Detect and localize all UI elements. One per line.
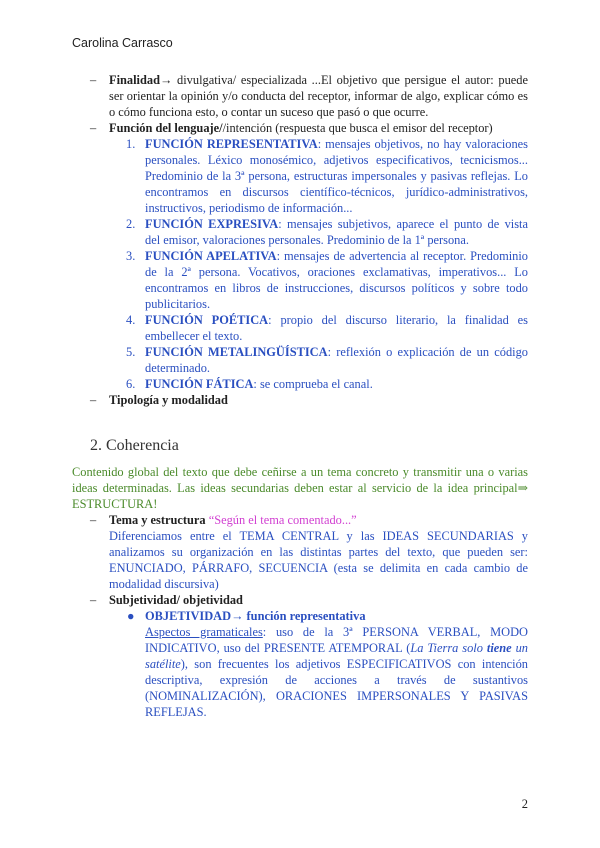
page-content (72, 72, 528, 720)
item-label: FUNCIÓN APELATIVA (145, 249, 277, 263)
item-number: 2. (126, 217, 136, 231)
subjetividad-label: Subjetividad/ objetividad (109, 593, 243, 607)
dash-bullet: – (90, 393, 97, 407)
list-item-subjetividad (72, 592, 528, 608)
item-text: : mensajes subjetivos, aparece el punto de vista del emisor, valoraciones personales. Predominio de la 1ª persona. (145, 217, 528, 247)
item-label: FUNCIÓN METALINGÜÍSTICA (145, 345, 328, 359)
list-item (72, 376, 528, 392)
item-text: : mensajes de advertencia al receptor. Predominio de la 2ª persona. Vocativos, oraciones exclamativas, imperativos... Lo encontramos en libros de instrucciones, discursos políticos y sobre todo publicitarios. (145, 249, 528, 311)
dash-bullet: – (90, 513, 97, 527)
item-label: FUNCIÓN POÉTICA (145, 313, 269, 327)
item-label: FUNCIÓN EXPRESIVA (145, 217, 279, 231)
list-item-tipologia (72, 392, 528, 408)
tipologia-label: Tipología y modalidad (109, 393, 228, 407)
item-text: : se comprueba el canal. (253, 377, 373, 391)
funcion-text: /intención (respuesta que busca el emisor del receptor) (222, 121, 493, 135)
funciones-list (72, 136, 528, 392)
page-header-author: Carolina Carrasco (72, 36, 173, 50)
list-item (72, 312, 528, 344)
aspectos-label: Aspectos gramaticales (145, 625, 263, 639)
item-number: 5. (126, 345, 136, 359)
item-number: 1. (126, 137, 136, 151)
item-number: 3. (126, 249, 136, 263)
example-part-c: un satélite (145, 641, 528, 671)
tema-label: Tema y estructura (109, 513, 206, 527)
objetividad-text-part2: ), son frecuentes los adjetivos ESPECIFICATIVOS con intención descriptiva, expresión de acciones a través de sustantivos (NOMINALIZACIÓN), ORACIONES IMPERSONALES Y PASIVAS REFLEJAS. (145, 657, 528, 719)
dash-bullet: – (90, 121, 97, 135)
list-item-tema (72, 512, 528, 528)
objetividad-label: OBJETIVIDAD→ función representativa (145, 609, 366, 623)
item-text: : reflexión o explicación de un código determinado. (145, 345, 528, 375)
list-item-objetividad (72, 608, 528, 624)
item-label: FUNCIÓN FÁTICA (145, 377, 254, 391)
dash-bullet: – (90, 73, 97, 87)
section-heading: 2. Coherencia (90, 437, 179, 454)
item-text: : propio del discurso literario, la finalidad es embellecer el texto. (145, 313, 529, 343)
tema-quote: “Según el tema comentado...” (205, 513, 357, 527)
tema-text: Diferenciamos entre el TEMA CENTRAL y las IDEAS SECUNDARIAS y analizamos su organización en las distintas partes del texto, que pueden ser: ENUNCIADO, PÁRRAFO, SECUENCIA (esta se delimita en cada cambio de modalidad discursiva) (109, 529, 528, 591)
coherencia-intro: Contenido global del texto que debe ceñirse a un tema concreto y transmitir una o varias ideas determinadas. Las ideas secundarias deben estar al servicio de la idea principal⇒ ESTRUCTURA! (72, 465, 528, 511)
bullet-dot-icon: ● (127, 609, 135, 623)
example-part-a: La Tierra solo (410, 641, 487, 655)
item-label: FUNCIÓN REPRESENTATIVA (145, 137, 318, 151)
list-item (72, 136, 528, 216)
item-number: 6. (126, 377, 136, 391)
item-number: 4. (126, 313, 136, 327)
list-item (72, 344, 528, 376)
objetividad-text-part1: : uso de la 3ª PERSONA VERBAL, MODO INDICATIVO, uso del PRESENTE ATEMPORAL ( (145, 625, 528, 655)
dash-bullet: – (90, 593, 97, 607)
list-item (72, 216, 528, 248)
example-part-b: tiene (486, 641, 512, 655)
objetividad-text (72, 624, 528, 720)
item-text: : mensajes objetivos, no hay valoraciones personales. Léxico monosémico, adjetivos especificativos, tecnicismos... Predominio de la 3ª persona, estructuras impersonales y pasivas reflejas. Lo encontramos en discursos científico-técnicos, jurídico-administrativos, instructivos, periodismo de información... (145, 137, 528, 215)
funcion-label: Función del lenguaje/ (109, 121, 223, 135)
page-number: 2 (521, 797, 528, 811)
finalidad-label: Finalidad (109, 73, 160, 87)
finalidad-text: divulgativa/ especializada ...El objetivo que persigue el autor: puede ser orientar la opinión y/o conducta del receptor, informar de algo, explicar cómo es o cómo funciona esto, o contar un suceso que pasó o que ocurre. (109, 73, 528, 119)
list-item (72, 248, 528, 312)
list-item-finalidad (72, 72, 528, 120)
list-item-funcion (72, 120, 528, 136)
arrow-icon: → (159, 73, 173, 87)
